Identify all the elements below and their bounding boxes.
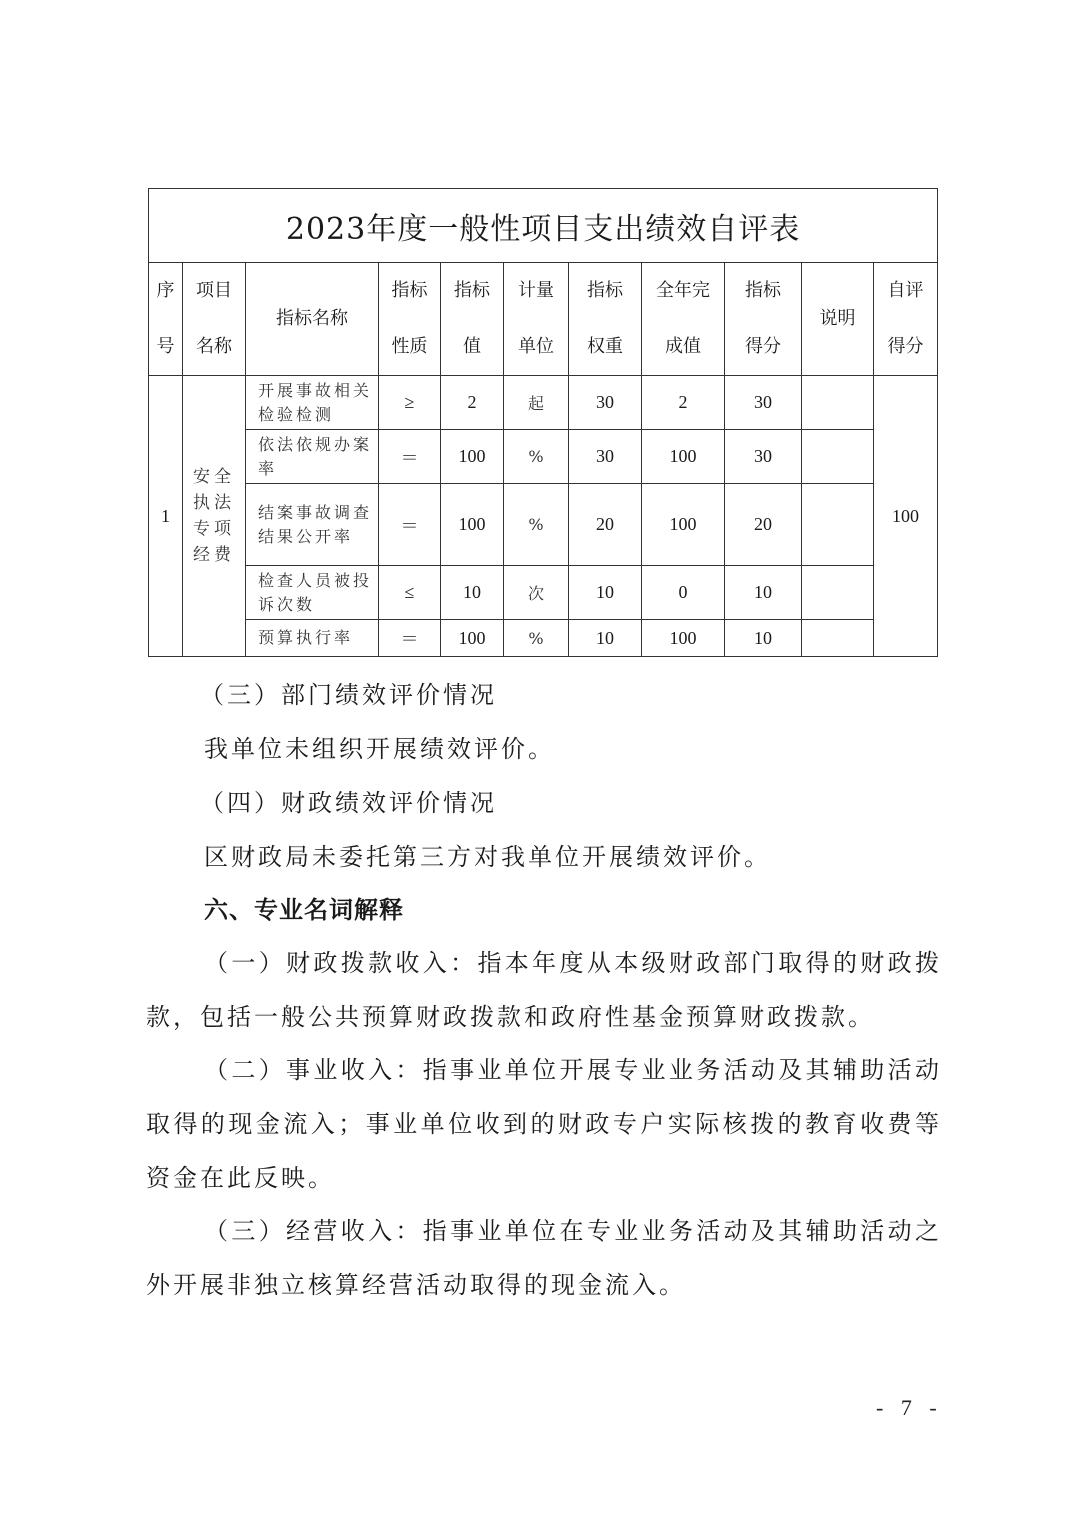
score-cell: 10 [725, 566, 802, 620]
value-cell: 100 [441, 484, 504, 566]
score-cell: 30 [725, 376, 802, 430]
page-number: - 7 - [876, 1395, 943, 1420]
unit-cell: % [504, 620, 569, 657]
score-cell: 10 [725, 620, 802, 657]
note-cell [802, 376, 874, 430]
weight-cell: 10 [569, 620, 642, 657]
note-cell [802, 430, 874, 484]
section-6-heading: 六、专业名词解释 [204, 896, 404, 924]
header-note: 说明 [802, 263, 874, 376]
header-seq: 序 号 [149, 263, 183, 376]
table-row [149, 566, 938, 620]
section-3-heading: （三）部门绩效评价情况 [200, 681, 497, 709]
header-weight: 指标 权重 [569, 263, 642, 376]
section-3-text: 我单位未组织开展绩效评价。 [204, 735, 555, 763]
unit-cell: % [504, 430, 569, 484]
weight-cell: 30 [569, 376, 642, 430]
section-4-text: 区财政局未委托第三方对我单位开展绩效评价。 [204, 843, 771, 871]
header-indicator-value: 指标 值 [441, 263, 504, 376]
value-cell: 100 [441, 620, 504, 657]
table-header-row [149, 263, 938, 376]
actual-cell: 2 [642, 376, 725, 430]
table-row [149, 620, 938, 657]
header-self-score: 自评 得分 [874, 263, 938, 376]
header-indicator-score: 指标 得分 [725, 263, 802, 376]
value-cell: 100 [441, 430, 504, 484]
weight-cell: 20 [569, 484, 642, 566]
indicator-name-cell: 预算执行率 [246, 620, 379, 657]
header-indicator-nature: 指标 性质 [379, 263, 441, 376]
indicator-name-cell: 结案事故调查结果公开率 [246, 484, 379, 566]
score-cell: 30 [725, 430, 802, 484]
actual-cell: 100 [642, 620, 725, 657]
nature-cell: ＝ [379, 430, 441, 484]
header-unit: 计量 单位 [504, 263, 569, 376]
section-4-heading: （四）财政绩效评价情况 [200, 789, 497, 817]
unit-cell: 起 [504, 376, 569, 430]
definition-operating-income: （三）经营收入：指事业单位在专业业务活动及其辅助活动之外开展非独立核算经营活动取得的现金流入。 [146, 1217, 942, 1299]
actual-cell: 100 [642, 484, 725, 566]
table-row [149, 430, 938, 484]
definition-business-income: （二）事业收入：指事业单位开展专业业务活动及其辅助活动取得的现金流入；事业单位收到的财政专户实际核拨的教育收费等资金在此反映。 [146, 1056, 942, 1192]
self-score-cell: 100 [874, 376, 938, 657]
unit-cell: % [504, 484, 569, 566]
definition-fiscal-appropriation: （一）财政拨款收入：指本年度从本级财政部门取得的财政拨款，包括一般公共预算财政拨款和政府性基金预算财政拨款。 [146, 949, 942, 1031]
value-cell: 10 [441, 566, 504, 620]
nature-cell: ≤ [379, 566, 441, 620]
nature-cell: ＝ [379, 620, 441, 657]
actual-cell: 0 [642, 566, 725, 620]
nature-cell: ＝ [379, 484, 441, 566]
note-cell [802, 566, 874, 620]
actual-cell: 100 [642, 430, 725, 484]
project-name-cell: 安全执法专项经费 [183, 376, 246, 657]
seq-cell: 1 [149, 376, 183, 657]
nature-cell: ≥ [379, 376, 441, 430]
indicator-name-cell: 开展事故相关检验检测 [246, 376, 379, 430]
table-row [149, 376, 938, 430]
header-actual-value: 全年完 成值 [642, 263, 725, 376]
note-cell [802, 620, 874, 657]
score-cell: 20 [725, 484, 802, 566]
table-row [149, 484, 938, 566]
header-project-name: 项目 名称 [183, 263, 246, 376]
weight-cell: 30 [569, 430, 642, 484]
value-cell: 2 [441, 376, 504, 430]
indicator-name-cell: 依法依规办案率 [246, 430, 379, 484]
unit-cell: 次 [504, 566, 569, 620]
indicator-name-cell: 检查人员被投诉次数 [246, 566, 379, 620]
note-cell [802, 484, 874, 566]
weight-cell: 10 [569, 566, 642, 620]
table-title: 2023年度一般性项目支出绩效自评表 [149, 189, 938, 263]
header-indicator-name: 指标名称 [246, 263, 379, 376]
performance-self-evaluation-table [148, 188, 938, 657]
